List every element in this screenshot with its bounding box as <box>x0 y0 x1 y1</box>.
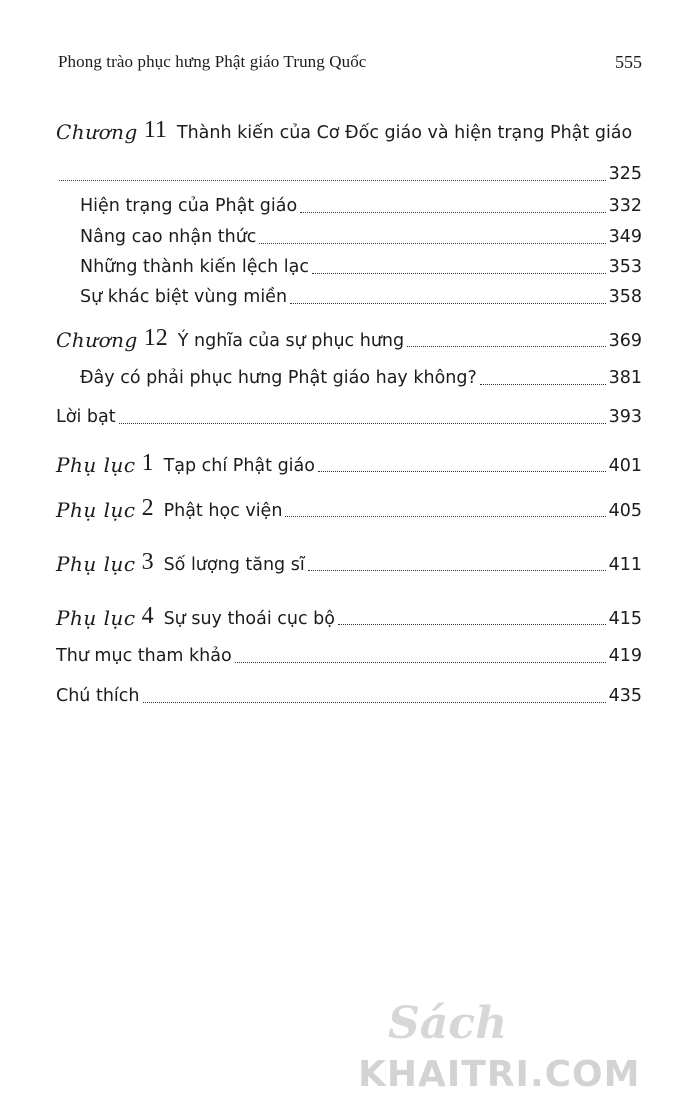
toc-item[interactable] <box>56 289 642 307</box>
toc-item-page: 419 <box>608 646 642 666</box>
toc-item-label: Thư mục tham khảo <box>56 646 232 666</box>
dot-leader <box>259 243 605 244</box>
dot-leader <box>308 570 606 571</box>
chapter-word: Chương <box>56 120 138 144</box>
dot-leader <box>312 273 606 274</box>
appendix-number: 1 <box>141 450 154 476</box>
dot-leader <box>480 384 606 385</box>
appendix-title: Tạp chí Phật giáo <box>163 455 315 476</box>
toc-appendix-4[interactable] <box>56 604 642 628</box>
appendix-title: Phật học viện <box>163 500 283 521</box>
dot-leader <box>318 471 606 472</box>
toc-chapter-11-page-line <box>56 166 642 184</box>
dot-leader <box>119 423 606 424</box>
appendix-word: Phụ lục <box>56 552 136 576</box>
chapter-word: Chương <box>56 328 138 352</box>
toc-item[interactable] <box>56 370 642 388</box>
appendix-word: Phụ lục <box>56 606 136 630</box>
running-title: Phong trào phục hưng Phật giáo Trung Quốc <box>58 52 367 71</box>
dot-leader <box>235 662 606 663</box>
page-header <box>58 52 642 82</box>
toc-chapter-11[interactable] <box>56 118 642 142</box>
dot-leader <box>290 303 606 304</box>
toc-item-page: 435 <box>608 686 642 706</box>
toc-item-page: 393 <box>608 407 642 427</box>
appendix-number: 4 <box>141 603 154 629</box>
chapter-number: 11 <box>143 117 167 143</box>
dot-leader <box>407 346 605 347</box>
dot-leader <box>338 624 606 625</box>
toc-bibliography[interactable] <box>56 648 642 666</box>
appendix-word: Phụ lục <box>56 498 136 522</box>
toc-item[interactable] <box>56 198 642 216</box>
dot-leader <box>143 702 606 703</box>
toc-item[interactable] <box>56 229 642 247</box>
toc-item-label: Nâng cao nhận thức <box>80 227 257 247</box>
toc-item-label: Những thành kiến lệch lạc <box>80 257 309 277</box>
appendix-page: 411 <box>608 554 642 575</box>
toc-afterword[interactable] <box>56 409 642 427</box>
toc-appendix-3[interactable] <box>56 550 642 574</box>
appendix-word: Phụ lục <box>56 453 136 477</box>
appendix-page: 401 <box>608 455 642 476</box>
toc-chapter-12[interactable] <box>56 326 642 350</box>
toc-item-page: 353 <box>608 257 642 277</box>
toc-item-page: 358 <box>608 287 642 307</box>
toc-item-label: Hiện trạng của Phật giáo <box>80 196 298 216</box>
toc-item-label: Chú thích <box>56 686 140 706</box>
watermark-logo <box>358 998 678 1108</box>
dot-leader <box>285 516 605 517</box>
toc-item-label: Đây có phải phục hưng Phật giáo hay không? <box>80 368 477 388</box>
appendix-page: 405 <box>608 500 642 521</box>
dot-leader <box>300 212 605 213</box>
chapter-title: Thành kiến của Cơ Đốc giáo và hiện trạng Phật giáo <box>176 122 633 143</box>
toc-item-page: 381 <box>608 368 642 388</box>
appendix-number: 3 <box>141 549 154 575</box>
toc-item-page: 349 <box>608 227 642 247</box>
chapter-title: Ý nghĩa của sự phục hưng <box>177 330 405 351</box>
appendix-title: Số lượng tăng sĩ <box>163 554 305 575</box>
toc-item[interactable] <box>56 259 642 277</box>
toc-notes[interactable] <box>56 688 642 706</box>
watermark-text: KHAITRI.COM <box>358 1054 641 1095</box>
appendix-number: 2 <box>141 495 154 521</box>
toc-appendix-1[interactable] <box>56 451 642 475</box>
dot-leader <box>59 180 606 181</box>
chapter-page: 325 <box>608 164 642 184</box>
chapter-number: 12 <box>143 325 168 351</box>
watermark-script: Sách <box>388 998 508 1049</box>
appendix-title: Sự suy thoái cục bộ <box>163 608 335 629</box>
appendix-page: 415 <box>608 608 642 629</box>
toc-item-page: 332 <box>608 196 642 216</box>
chapter-page: 369 <box>608 330 642 351</box>
page-number: 555 <box>615 52 642 72</box>
toc-item-label: Lời bạt <box>56 407 116 427</box>
toc-appendix-2[interactable] <box>56 496 642 520</box>
toc-item-label: Sự khác biệt vùng miền <box>80 287 288 307</box>
